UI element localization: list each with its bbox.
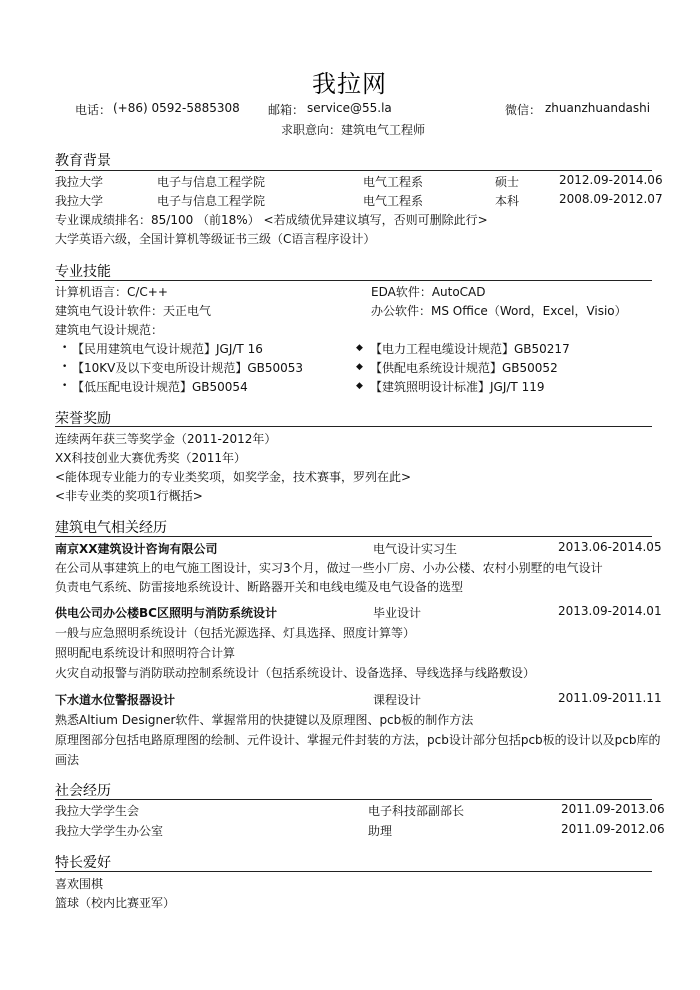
- exp-period: 2013.09-2014.01: [558, 604, 662, 618]
- exp-detail: 火灾自动报警与消防联动控制系统设计（包括系统设计、设备选择、导线选择与线路敷设）: [55, 666, 536, 680]
- edu-degree: 硕士: [495, 175, 520, 189]
- skill-language: 计算机语言：C/C++: [55, 285, 168, 299]
- skill-eda: EDA软件：AutoCAD: [371, 285, 486, 299]
- section-title-hobbies: 特长爱好: [55, 855, 111, 871]
- norm-item: 【电力工程电缆设计规范】GB50217: [370, 342, 570, 356]
- job-objective: 求职意向：建筑电气工程师: [281, 123, 426, 137]
- edu-college: 电子与信息工程学院: [157, 175, 266, 189]
- social-org: 我拉大学学生办公室: [55, 824, 164, 838]
- exp-period: 2013.06-2014.05: [558, 540, 662, 554]
- skill-norms-label: 建筑电气设计规范：: [55, 323, 164, 337]
- social-row: [55, 802, 665, 820]
- bullet-icon: •: [62, 362, 68, 372]
- education-row: [55, 192, 663, 210]
- section-title-experience: 建筑电气相关经历: [55, 520, 167, 536]
- edu-dept: 电气工程系: [363, 175, 424, 189]
- email-label: 邮箱：: [268, 103, 305, 117]
- skill-office-software: 办公软件：MS Office（Word，Excel，Visio）: [371, 304, 627, 318]
- norm-item: 【民用建筑电气设计规范】JGJ/T 16: [72, 342, 263, 356]
- experience-header: [55, 604, 662, 622]
- hobby-item: 篮球（校内比赛亚军）: [55, 896, 176, 910]
- exp-detail: 照明配电系统设计和照明符合计算: [55, 646, 236, 660]
- exp-org: 南京XX建筑设计咨询有限公司: [55, 542, 218, 556]
- hobby-item: 喜欢围棋: [55, 877, 104, 891]
- section-title-skills: 专业技能: [55, 264, 111, 280]
- exp-detail: 在公司从事建筑上的电气施工图设计，实习3个月，做过一些小厂房、小办公楼、农村小别墅的电气设计: [55, 561, 603, 575]
- section-divider: [55, 871, 652, 872]
- honor-item: 连续两年获三等奖学金（2011-2012年）: [55, 432, 277, 446]
- section-title-honors: 荣誉奖励: [55, 411, 111, 427]
- wechat-label: 微信：: [505, 103, 542, 117]
- page-title: 我拉网: [312, 70, 387, 98]
- exp-detail: 熟悉Altium Designer软件、掌握常用的快捷键以及原理图、pcb板的制作方法: [55, 713, 474, 727]
- wechat-value: zhuanzhuandashi: [545, 101, 651, 115]
- section-divider: [55, 280, 652, 281]
- exp-role: 课程设计: [373, 693, 422, 707]
- exp-role: 电气设计实习生: [373, 542, 458, 556]
- exp-detail: 一般与应急照明系统设计（包括光源选择、灯具选择、照度计算等）: [55, 626, 416, 640]
- edu-college: 电子与信息工程学院: [157, 194, 266, 208]
- norm-item: 【建筑照明设计标准】JGJ/T 119: [370, 380, 545, 394]
- section-divider: [55, 536, 652, 537]
- section-divider: [55, 426, 652, 427]
- edu-period: 2012.09-2014.06: [559, 173, 663, 187]
- edu-dept: 电气工程系: [363, 194, 424, 208]
- skill-design-software: 建筑电气设计软件：天正电气: [55, 304, 212, 318]
- social-org: 我拉大学学生会: [55, 804, 140, 818]
- edu-rank-line: 专业课成绩排名：85/100 （前18%） <若成绩优异建议填写，否则可删除此行>: [55, 213, 488, 227]
- section-divider: [55, 799, 652, 800]
- social-period: 2011.09-2012.06: [561, 822, 665, 836]
- social-role: 助理: [368, 824, 393, 838]
- honor-item: XX科技创业大赛优秀奖（2011年）: [55, 451, 246, 465]
- bullet-icon: •: [62, 343, 68, 353]
- norm-item: 【供配电系统设计规范】GB50052: [370, 361, 558, 375]
- edu-cert-line: 大学英语六级，全国计算机等级证书三级（C语言程序设计）: [55, 232, 376, 246]
- exp-period: 2011.09-2011.11: [558, 691, 662, 705]
- honor-item: <能体现专业能力的专业类奖项，如奖学金，技术赛事，罗列在此>: [55, 470, 412, 484]
- social-row: [55, 822, 665, 840]
- exp-detail: 负责电气系统、防雷接地系统设计、断路器开关和电线电缆及电气设备的选型: [55, 580, 464, 594]
- phone-value: (+86) 0592-5885308: [113, 101, 240, 115]
- email-value[interactable]: service@55.la: [307, 101, 392, 115]
- social-period: 2011.09-2013.06: [561, 802, 665, 816]
- phone-label: 电话：: [75, 103, 112, 117]
- education-row: [55, 173, 663, 191]
- section-title-social: 社会经历: [55, 783, 111, 799]
- norm-item: 【低压配电设计规范】GB50054: [72, 380, 248, 394]
- experience-header: [55, 540, 662, 558]
- edu-degree: 本科: [495, 194, 520, 208]
- exp-org: 供电公司办公楼BC区照明与消防系统设计: [55, 606, 277, 620]
- bullet-icon: ◆: [356, 343, 363, 353]
- exp-role: 毕业设计: [373, 606, 422, 620]
- exp-detail: 原理图部分包括电路原理图的绘制、元件设计、掌握元件封装的方法，pcb设计部分包括pcb板的设计以及pcb库的: [55, 733, 661, 747]
- edu-school: 我拉大学: [55, 194, 104, 208]
- section-divider: [55, 170, 652, 171]
- exp-detail: 画法: [55, 753, 80, 767]
- bullet-icon: •: [62, 381, 68, 391]
- edu-school: 我拉大学: [55, 175, 104, 189]
- exp-org: 下水道水位警报器设计: [55, 693, 176, 707]
- experience-header: [55, 691, 662, 709]
- social-role: 电子科技部副部长: [368, 804, 465, 818]
- section-title-education: 教育背景: [55, 153, 111, 169]
- bullet-icon: ◆: [356, 362, 363, 372]
- norm-item: 【10KV及以下变电所设计规范】GB50053: [72, 361, 304, 375]
- edu-period: 2008.09-2012.07: [559, 192, 663, 206]
- bullet-icon: ◆: [356, 381, 363, 391]
- honor-item: <非专业类的奖项1行概括>: [55, 489, 203, 503]
